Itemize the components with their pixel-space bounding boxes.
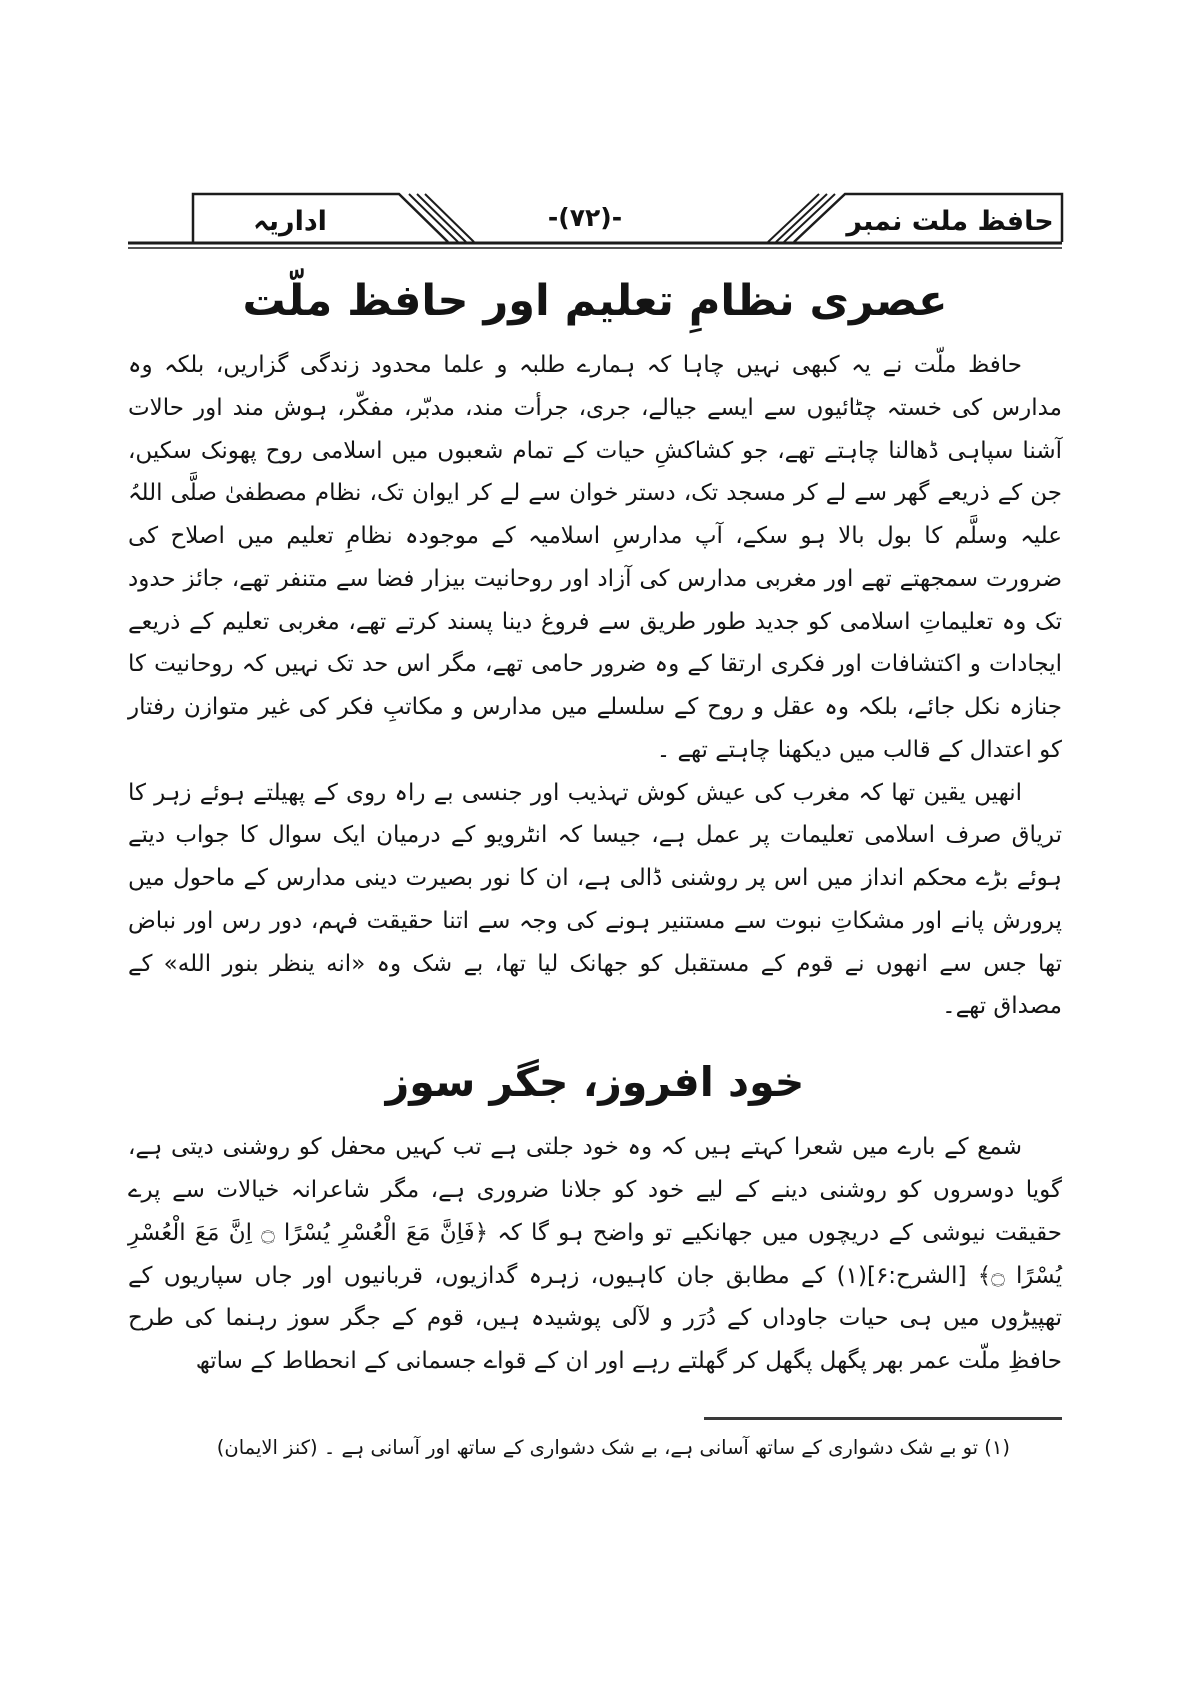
editorial-label: اداریہ xyxy=(253,206,327,237)
page-header xyxy=(0,186,1190,250)
issue-label: حافظ ملت نمبر xyxy=(846,206,1054,237)
paragraph-3: شمع کے بارے میں شعرا کہتے ہیں کہ وہ خود جلتی ہے تب کہیں محفل کو روشنی دیتی ہے، گویا دوسروں کو روشنی دینے کے لیے خود کو جلانا ضروری ہے، مگر شاعرانہ خیالات سے پرے حقیقت نیوشی کے دریچوں میں جھانکیے تو واضح ہو گا کہ ﴿فَاِنَّ مَعَ الْعُسْرِ يُسْرًا ۝ اِنَّ مَعَ الْعُسْرِ يُسْرًا ۝﴾ [الشرح:۶](۱) کے مطابق جان کاہیوں، زہرہ گدازیوں، قربانیوں اور جاں سپاریوں کے تھپیڑوں میں ہی حیات جاوداں کے دُرَر و لآلی پوشیدہ ہیں، قوم کے جگر سوز رہنما کی طرح حافظِ ملّت عمر بھر پگھل پگھل کر گھلتے رہے اور ان کے قواے جسمانی کے انحطاط کے ساتھ xyxy=(128,1134,1062,1375)
footnote-divider xyxy=(704,1417,1062,1420)
article-body xyxy=(128,252,1062,1465)
issue-hatch-line xyxy=(784,194,835,242)
paragraph-1: حافظ ملّت نے یہ کبھی نہیں چاہا کہ ہمارے طلبہ و علما محدود زندگی گزاریں، بلکہ وہ مدارس کی خستہ چٹائیوں سے ایسے جیالے، جری، جرأت مند، مدبّر، مفکّر، ہوش مند اور حالات آشنا سپاہی ڈھالنا چاہتے تھے، جو کشاکشِ حیات کے تمام شعبوں میں اسلامی روح پھونک سکیں، جن کے ذریعے گھر سے لے کر مسجد تک، دستر خوان سے لے کر ایوان تک، نظام مصطفیٰ صلَّی اللہُ علیہ وسلَّم کا بول بالا ہو سکے، آپ مدارسِ اسلامیہ کے موجودہ نظامِ تعلیم میں اصلاح کی ضرورت سمجھتے تھے اور مغربی مدارس کی آزاد اور روحانیت بیزار فضا سے متنفر تھے، جائز حدود تک وہ تعلیماتِ اسلامی کو جدید طور طریق سے فروغ دینا پسند کرتے تھے، مغربی تعلیم کے ذریعے ایجادات و اکتشافات اور فکری ارتقا کے وہ ضرور حامی تھے، مگر اس حد تک نہیں کہ روحانیت کا جنازہ نکل جائے، بلکہ وہ عقل و روح کے سلسلے میں مدارس و مکاتبِ فکر کی غیر متوازن رفتار کو اعتدال کے قالب میں دیکھنا چاہتے تھے ۔ xyxy=(128,352,1062,763)
article-title: عصری نظامِ تعلیم اور حافظ ملّت xyxy=(242,276,948,326)
paragraph-2: انھیں یقین تھا کہ مغرب کی عیش کوش تہذیب اور جنسی بے راہ روی کے پھیلتے ہوئے زہر کا تریاق صرف اسلامی تعلیمات پر عمل ہے، جیسا کہ انٹرویو کے درمیان ایک سوال کا جواب دیتے ہوئے بڑے محکم انداز میں اس پر روشنی ڈالی ہے، ان کا نور بصیرت دینی مدارس کے ماحول میں پرورش پانے اور مشکاتِ نبوت سے مستنیر ہونے کی وجہ سے اتنا حقیقت فہم، دور رس اور نباض تھا جس سے انھوں نے قوم کے مستقبل کو جھانک لیا تھا، بے شک وہ «انه ينظر بنور الله» کے مصداق تھے۔ xyxy=(128,779,1062,1020)
page-number: -(۷۲)- xyxy=(547,203,623,232)
footnote: (۱) تو بے شک دشواری کے ساتھ آسانی ہے، بے شک دشواری کے ساتھ اور آسانی ہے ۔ (کنز الایمان) xyxy=(216,1435,1010,1459)
section-title: خود افروز، جگر سوز xyxy=(385,1058,805,1107)
issue-hatch-line xyxy=(768,194,819,242)
